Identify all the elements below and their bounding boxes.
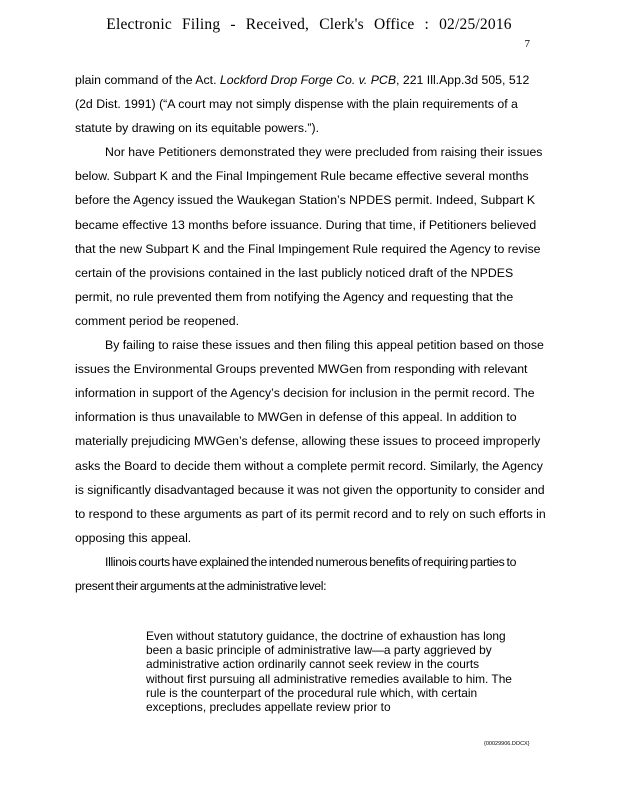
- paragraph-1-text-a: plain command of the Act.: [75, 73, 220, 87]
- paragraph-4: Illinois courts have explained the intended numerous benefits of requiring parties to present their arguments at the administrative level:: [75, 554, 517, 593]
- block-quote: [146, 629, 516, 714]
- block-quote-text: Even without statutory guidance, the doctrine of exhaustion has long been a basic principle of administrative law—a party aggrieved by administrative action ordinarily cannot seek review in the courts without first pursuing all administrative remedies available to him. The rule is the counterpart of the procedural rule which, with certain exceptions, precludes appellate review prior to: [146, 629, 512, 715]
- paragraph-3: By failing to raise these issues and then filing this appeal petition based on those issues the Environmental Groups prevented MWGen from responding with relevant information in support of the Agency’s decision for inclusion in the permit record. The information is thus unavailable to MWGen in defense of this appeal. In addition to materially prejudicing MWGen’s defense, allowing these issues to proceed improperly asks the Board to decide them without a complete permit record. Similarly, the Agency is significantly disadvantaged because it was not given the opportunity to consider and to respond to these arguments as part of its permit record and to rely on such efforts in opposing this appeal.: [75, 338, 546, 545]
- page-number: 7: [524, 38, 530, 50]
- filing-stamp-header: Electronic Filing - Received, Clerk's Office : 02/25/2016: [106, 16, 512, 33]
- document-body: [75, 68, 547, 598]
- paragraph-2: Nor have Petitioners demonstrated they were precluded from raising their issues below. Subpart K and the Final Impingement Rule became effective several months before the Agency issued the Waukegan Station’s NPDES permit. Indeed, Subpart K became effective 13 months before issuance. During that time, if Petitioners believed that the new Subpart K and the Final Impingement Rule required the Agency to revise certain of the provisions contained in the last publicly noticed draft of the NPDES permit, no rule prevented them from notifying the Agency and requesting that the comment period be reopened.: [75, 145, 543, 328]
- document-id-footer: {00029906.DOCX}: [484, 741, 530, 747]
- paragraph-1-text-b: , 221 Ill.App.3d 505, 512 (2d Dist. 1991) (“A court may not simply dispense with the plain requirements of a statute by drawing on its equitable powers.”).: [75, 73, 530, 136]
- paragraph-1: [75, 68, 547, 140]
- case-citation: Lockford Drop Forge Co. v. PCB: [219, 73, 397, 87]
